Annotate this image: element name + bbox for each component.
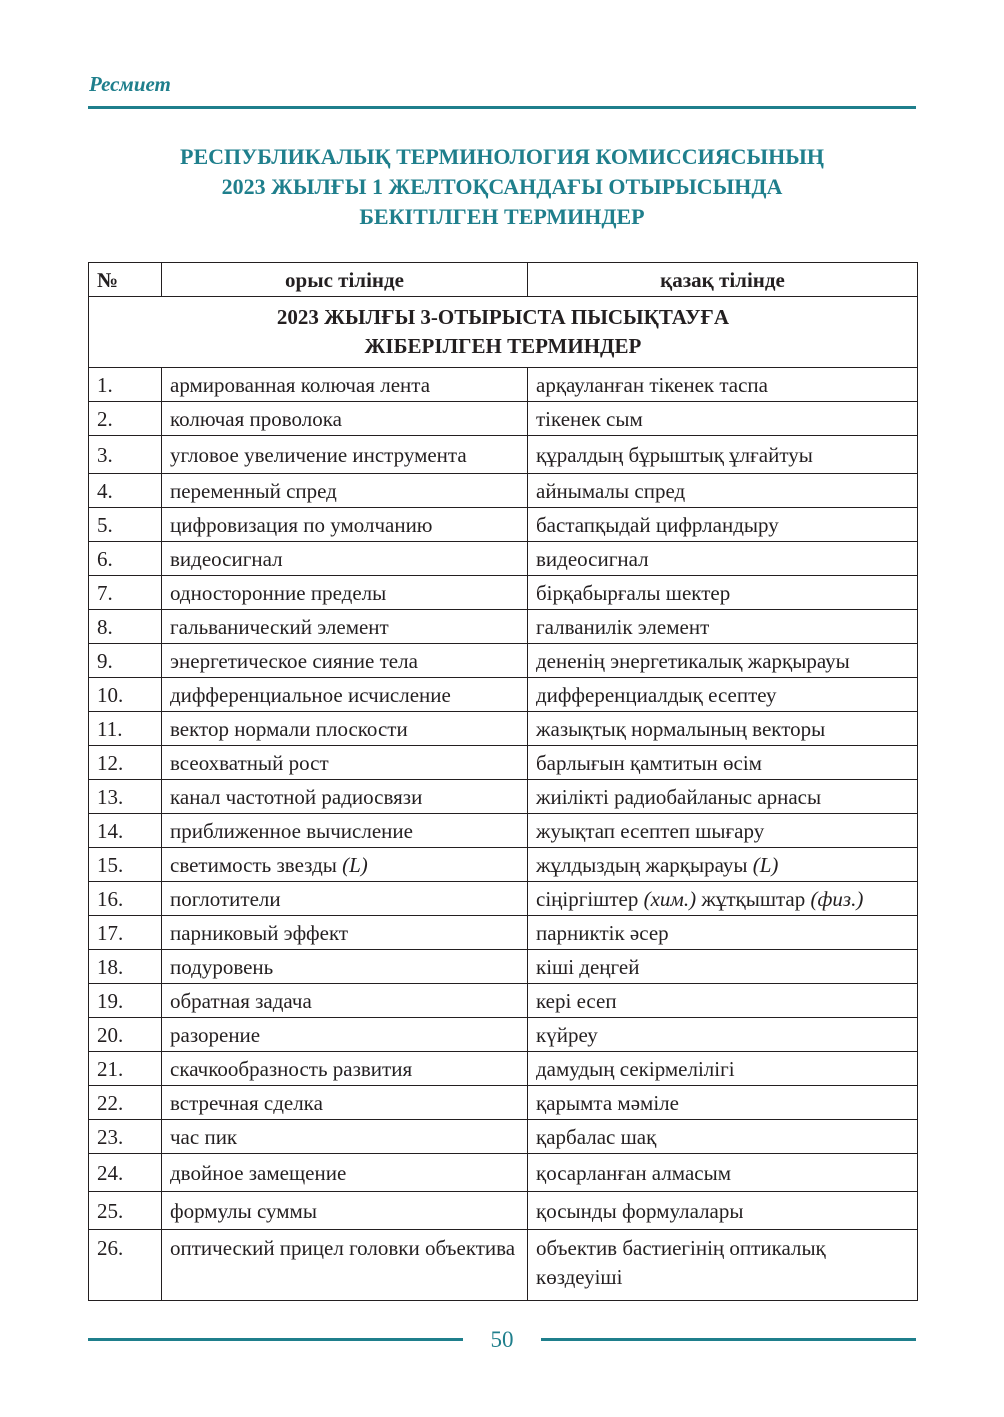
russian-term-text: гальванический элемент <box>170 614 389 639</box>
kazakh-term <box>528 368 918 402</box>
group-heading-row <box>89 297 918 368</box>
russian-term <box>162 610 528 644</box>
table-row <box>89 814 918 848</box>
kazakh-term-text: жазықтық нормалының векторы <box>536 716 826 741</box>
page-number: 50 <box>490 1327 514 1352</box>
table-row <box>89 1052 918 1086</box>
title-line: РЕСПУБЛИКАЛЫҚ ТЕРМИНОЛОГИЯ КОМИССИЯСЫНЫҢ <box>180 144 824 169</box>
row-number: 11. <box>89 712 162 746</box>
kazakh-term <box>528 984 918 1018</box>
kazakh-term <box>528 1120 918 1154</box>
kazakh-term <box>528 814 918 848</box>
russian-term-text: парниковый эффект <box>170 920 349 945</box>
russian-term-text: подуровень <box>170 954 274 979</box>
table-row <box>89 984 918 1018</box>
row-number: 18. <box>89 950 162 984</box>
table-row <box>89 916 918 950</box>
kazakh-term-note: (L) <box>752 852 779 877</box>
table-row <box>89 882 918 916</box>
russian-term <box>162 848 528 882</box>
row-number: 8. <box>89 610 162 644</box>
kazakh-term <box>528 1192 918 1230</box>
russian-term <box>162 678 528 712</box>
kazakh-term-text: құралдың бұрыштық ұлғайтуы <box>536 442 813 467</box>
kazakh-term-text: видеосигнал <box>536 546 649 571</box>
kazakh-term <box>528 1230 918 1301</box>
group-heading <box>89 297 918 368</box>
russian-term-text: обратная задача <box>170 988 312 1013</box>
russian-term-text: приближенное вычисление <box>170 818 413 843</box>
russian-term-text: двойное замещение <box>170 1160 347 1185</box>
row-number: 7. <box>89 576 162 610</box>
kazakh-term-text: жиілікті радиобайланыс арнасы <box>536 784 822 809</box>
kazakh-term <box>528 542 918 576</box>
russian-term <box>162 1192 528 1230</box>
russian-term-text: встречная сделка <box>170 1090 323 1115</box>
russian-term <box>162 402 528 436</box>
russian-term-text: светимость звезды <box>170 852 337 877</box>
russian-term-text: оптический прицел головки объектива <box>170 1236 516 1260</box>
russian-term <box>162 746 528 780</box>
russian-term-text: разорение <box>170 1022 261 1047</box>
kazakh-term <box>528 780 918 814</box>
russian-term-text: поглотители <box>170 886 281 911</box>
kazakh-term <box>528 1086 918 1120</box>
row-number: 3. <box>89 436 162 474</box>
table-row <box>89 508 918 542</box>
kazakh-term <box>528 678 918 712</box>
row-number: 21. <box>89 1052 162 1086</box>
table-row <box>89 1154 918 1192</box>
kazakh-term-text: кіші деңгей <box>536 954 640 979</box>
table-row <box>89 644 918 678</box>
kazakh-term-text: кері есеп <box>536 988 617 1013</box>
row-number: 25. <box>89 1192 162 1230</box>
kazakh-term-text: объектив бастиегінің оптикалық көздеуіші <box>536 1236 826 1289</box>
row-number: 1. <box>89 368 162 402</box>
table-row <box>89 436 918 474</box>
russian-term <box>162 950 528 984</box>
russian-term-text: всеохватный рост <box>170 750 329 775</box>
table-row <box>89 780 918 814</box>
kazakh-term-text: жуықтап есептеп шығару <box>536 818 765 843</box>
russian-term <box>162 1120 528 1154</box>
russian-term-text: переменный спред <box>170 478 337 503</box>
russian-term-text: скачкообразность развития <box>170 1056 413 1081</box>
kazakh-term-text: қарымта мәміле <box>536 1090 679 1115</box>
kazakh-term-text: барлығын қамтитын өсім <box>536 750 762 775</box>
russian-term-text: канал частотной радиосвязи <box>170 784 423 809</box>
russian-term-text: колючая проволока <box>170 406 342 431</box>
row-number: 26. <box>89 1230 162 1301</box>
row-number: 13. <box>89 780 162 814</box>
russian-term-text: угловое увеличение инструмента <box>170 442 467 467</box>
kazakh-term <box>528 746 918 780</box>
table-row <box>89 402 918 436</box>
section-label: Ресмиет <box>89 72 171 96</box>
kazakh-term <box>528 1018 918 1052</box>
russian-term-text: видеосигнал <box>170 546 283 571</box>
russian-term <box>162 368 528 402</box>
russian-term <box>162 644 528 678</box>
row-number: 19. <box>89 984 162 1018</box>
kazakh-term-text: қосарланған алмасым <box>536 1160 731 1185</box>
kazakh-term <box>528 576 918 610</box>
table-row <box>89 474 918 508</box>
russian-term-text: формулы суммы <box>170 1198 317 1223</box>
header-divider <box>88 106 916 109</box>
document-title <box>88 142 916 232</box>
table-row <box>89 610 918 644</box>
title-line: 2023 ЖЫЛҒЫ 1 ЖЕЛТОҚСАНДАҒЫ ОТЫРЫСЫНДА <box>221 174 783 199</box>
footer-divider-right <box>541 1338 916 1341</box>
kazakh-term-text: жұлдыздың жарқырауы <box>536 852 748 877</box>
table-row <box>89 712 918 746</box>
kazakh-term-text: айнымалы спред <box>536 478 686 503</box>
kazakh-term-text: бастапқыдай цифрландыру <box>536 512 779 537</box>
russian-term <box>162 882 528 916</box>
row-number: 20. <box>89 1018 162 1052</box>
kazakh-term <box>528 1154 918 1192</box>
russian-term <box>162 542 528 576</box>
row-number: 6. <box>89 542 162 576</box>
terms-table <box>88 262 918 1301</box>
table-row <box>89 1018 918 1052</box>
russian-term-text: вектор нормали плоскости <box>170 716 408 741</box>
kazakh-term <box>528 882 918 916</box>
group-heading-line: ЖІБЕРІЛГЕН ТЕРМИНДЕР <box>364 334 642 358</box>
russian-term <box>162 474 528 508</box>
russian-term <box>162 916 528 950</box>
kazakh-term <box>528 474 918 508</box>
row-number: 10. <box>89 678 162 712</box>
row-number: 5. <box>89 508 162 542</box>
table-row <box>89 950 918 984</box>
row-number: 14. <box>89 814 162 848</box>
russian-term <box>162 984 528 1018</box>
russian-term <box>162 1154 528 1192</box>
table-row <box>89 848 918 882</box>
group-heading-line: 2023 ЖЫЛҒЫ 3-ОТЫРЫСТА ПЫСЫҚТАУҒА <box>276 305 730 329</box>
russian-term <box>162 814 528 848</box>
kazakh-term <box>528 508 918 542</box>
russian-term <box>162 576 528 610</box>
kazakh-term <box>528 436 918 474</box>
table-row <box>89 576 918 610</box>
russian-term <box>162 780 528 814</box>
table-row <box>89 1230 918 1301</box>
table-row <box>89 368 918 402</box>
russian-term-text: цифровизация по умолчанию <box>170 512 433 537</box>
row-number: 23. <box>89 1120 162 1154</box>
row-number: 2. <box>89 402 162 436</box>
table-row <box>89 678 918 712</box>
row-number: 9. <box>89 644 162 678</box>
kazakh-term-text: тікенек сым <box>536 406 643 431</box>
russian-term <box>162 712 528 746</box>
row-number: 12. <box>89 746 162 780</box>
table-header-row <box>89 263 918 297</box>
russian-term-note: (L) <box>342 852 368 877</box>
russian-term <box>162 508 528 542</box>
row-number: 22. <box>89 1086 162 1120</box>
row-number: 16. <box>89 882 162 916</box>
column-header-russian: орыс тілінде <box>162 263 528 297</box>
russian-term <box>162 1086 528 1120</box>
russian-term <box>162 1230 528 1301</box>
table-row <box>89 1120 918 1154</box>
russian-term <box>162 436 528 474</box>
title-line: БЕКІТІЛГЕН ТЕРМИНДЕР <box>359 204 645 229</box>
kazakh-term-note: (хим.) <box>643 886 697 911</box>
kazakh-term <box>528 402 918 436</box>
kazakh-term-text: арқауланған тікенек таспа <box>536 372 768 397</box>
column-header-number: № <box>89 263 162 297</box>
russian-term-text: дифференциальное исчисление <box>170 682 451 707</box>
kazakh-term-text: қарбалас шақ <box>536 1124 657 1149</box>
kazakh-term <box>528 712 918 746</box>
table-row <box>89 746 918 780</box>
kazakh-term-text: галванилік элемент <box>536 614 710 639</box>
russian-term-text: час пик <box>170 1124 238 1149</box>
kazakh-term <box>528 644 918 678</box>
kazakh-term <box>528 916 918 950</box>
table-row <box>89 1086 918 1120</box>
table-row <box>89 1192 918 1230</box>
russian-term <box>162 1052 528 1086</box>
kazakh-term-text: дененің энергетикалық жарқырауы <box>536 648 850 673</box>
kazakh-term-alt-note: (физ.) <box>810 886 864 911</box>
russian-term-text: энергетическое сияние тела <box>170 648 418 673</box>
footer-divider-left <box>88 1338 463 1341</box>
kazakh-term <box>528 610 918 644</box>
kazakh-term-text: күйреу <box>536 1022 598 1047</box>
kazakh-term <box>528 848 918 882</box>
kazakh-term <box>528 950 918 984</box>
table-row <box>89 542 918 576</box>
column-header-kazakh: қазақ тілінде <box>528 263 918 297</box>
russian-term-text: односторонние пределы <box>170 580 387 605</box>
kazakh-term <box>528 1052 918 1086</box>
kazakh-term-text: дифференциалдық есептеу <box>536 682 777 707</box>
row-number: 24. <box>89 1154 162 1192</box>
row-number: 15. <box>89 848 162 882</box>
kazakh-term-text: парниктік әсер <box>536 920 669 945</box>
russian-term-text: армированная колючая лента <box>170 372 431 397</box>
kazakh-term-text: бірқабырғалы шектер <box>536 580 731 605</box>
kazakh-term-alt-text: жұтқыштар <box>701 886 806 911</box>
russian-term <box>162 1018 528 1052</box>
kazakh-term-text: қосынды формулалары <box>536 1198 744 1223</box>
row-number: 4. <box>89 474 162 508</box>
kazakh-term-text: сіңіргіштер <box>536 886 639 911</box>
kazakh-term-text: дамудың секірмелілігі <box>536 1056 735 1081</box>
row-number: 17. <box>89 916 162 950</box>
